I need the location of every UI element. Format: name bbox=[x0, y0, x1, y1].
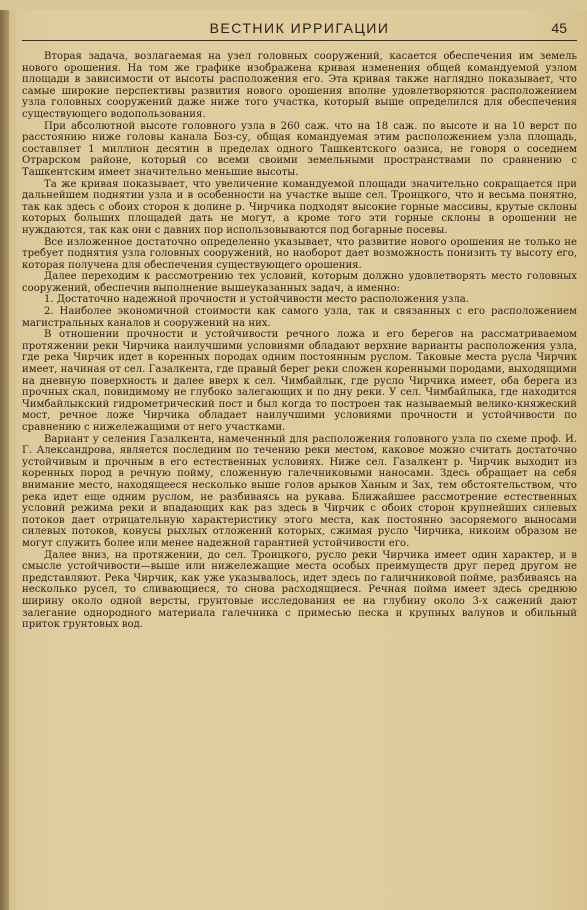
paragraph: Вторая задача, возлагаемая на узел головных сооружений, касается обеспечения им земель нового орошения. На том же графике изображена кривая изменения общей командуемой узлом площади в зависимости от высоты расположения его. Эта кривая также наглядно показывает, что самые широкие перспективы развития нового орошения вполне удовлетворяются расположением узла головных сооружений даже ниже того участка, который выше определился для обеспечения существующего водопользования. bbox=[22, 51, 577, 120]
list-item: 2. Наиболее экономичной стоимости как самого узла, так и связанных с его расположением магистральных каналов и сооружений на них. bbox=[22, 306, 577, 329]
paragraph: В отношении прочности и устойчивости речного ложа и его берегов на рассматриваемом протяжении реки Чирчика наилучшими условиями обладают верхние варианты расположения узла, где река Чирчик идет в коренных породах одним постоянным руслом. Таковые места русла Чирчик имеет, начиная от сел. Газалкента, где правый берег реки сложен коренными породами, выходящими на дневную поверхность и далее вверх к сел. Чимбайлык, где русло Чирчика имеет, оба берега из прочных скал, повидимому не глубоко залегающих и по дну реки. У сел. Чимбайлыка, где находится Чимбайлыкский гидрометрический пост и был когда то построен так называемый велико-княжеский мост, речное ложе Чирчика обладает наилучшими условиями прочности и устойчивости по сравнению с нижележащими от него участками. bbox=[22, 329, 577, 433]
page-spine-shadow bbox=[0, 10, 9, 910]
article-body bbox=[22, 51, 577, 631]
journal-title: ВЕСТНИК ИРРИГАЦИИ bbox=[209, 20, 390, 36]
journal-page bbox=[0, 10, 587, 910]
list-item: 1. Достаточно надежной прочности и устойчивости место расположения узла. bbox=[44, 294, 469, 306]
page-number: 45 bbox=[551, 20, 567, 36]
paragraph: Все изложенное достаточно определенно указывает, что развитие нового орошения не только не требует поднятия узла головных сооружений, но наоборот дает возможность понизить ту высоту его, которая получена для обеспечения существующего орошения. bbox=[22, 236, 577, 271]
paragraph: Вариант у селения Газалкента, намеченный для расположения головного узла по схеме проф. И. Г. Александрова, является последним по течению реки местом, каковое можно считать достаточно устойчивым и прочным в его естественных условиях. Ниже сел. Газалкент р. Чирчик выходит из коренных пород в речную пойму, сложенную галечниковыми наносами. Здесь обращает на себя внимание место, находящееся несколько выше голов арыков Ханым и Зах, тем обстоятельством, что река идет еще одним руслом, не разбиваясь на рукава. Ближайшее рассмотрение естественных условий режима реки и впадающих как раз здесь в Чирчик с обоих сторон крупнейших силевых потоков дает отрицательную характеристику этого места, как постоянно засоряемого выносами силевых потоков, конусы рыхлых отложений которых, сжимая русло Чирчика, никоим образом не могут служить более или менее надежной гарантией устойчивости его. bbox=[22, 433, 577, 549]
paragraph: При абсолютной высоте головного узла в 260 саж. что на 18 саж. по высоте и на 10 верст по расстоянию ниже головы канала Боз-су, общая командуемая этим расположением узла площадь, составляет 1 миллион десятин в пределах одного Ташкентского оазиса, не говоря о соседнем Отрарском районе, который со всеми своими земельными пространствами по сравнению с Ташкентским имеет значительно меньшие высоты. bbox=[22, 120, 577, 178]
paragraph: Та же кривая показывает, что увеличение командуемой площади значительно сокращается при дальнейшем поднятии узла и в особенности на участке выше сел. Троицкого, что и весьма понятно, так как здесь с обоих сторон к долине р. Чирчика подходят высокие горные массивы, крутые склоны которых больших площадей дать не могут, а кроме того эти горные склоны в орошении не нуждаются, так как они с давних пор использовываются под богарные посевы. bbox=[22, 178, 577, 236]
paragraph: Далее переходим к рассмотрению тех условий, которым должно удовлетворять место головных сооружений, обеспечив выполнение вышеуказанных задач, а именно: bbox=[22, 271, 577, 294]
paragraph: Далее вниз, на протяжении, до сел. Троицкого, русло реки Чирчика имеет один характер, и в смысле устойчивости—выше или нижележащие места особых преимуществ друг перед другом не представляют. Река Чирчик, как уже указывалось, идет здесь по галичниковой пойме, разбиваясь на несколько русел, то сливающиеся, то снова расходящиеся. Речная пойма имеет здесь среднюю ширину около одной версты, грунтовые исследования ее на глубину около 3-х сажений дают залегание однородного материала галечника с примесью песка и крупных валунов и обильный приток грунтовых вод. bbox=[22, 549, 577, 631]
running-header bbox=[22, 10, 577, 41]
